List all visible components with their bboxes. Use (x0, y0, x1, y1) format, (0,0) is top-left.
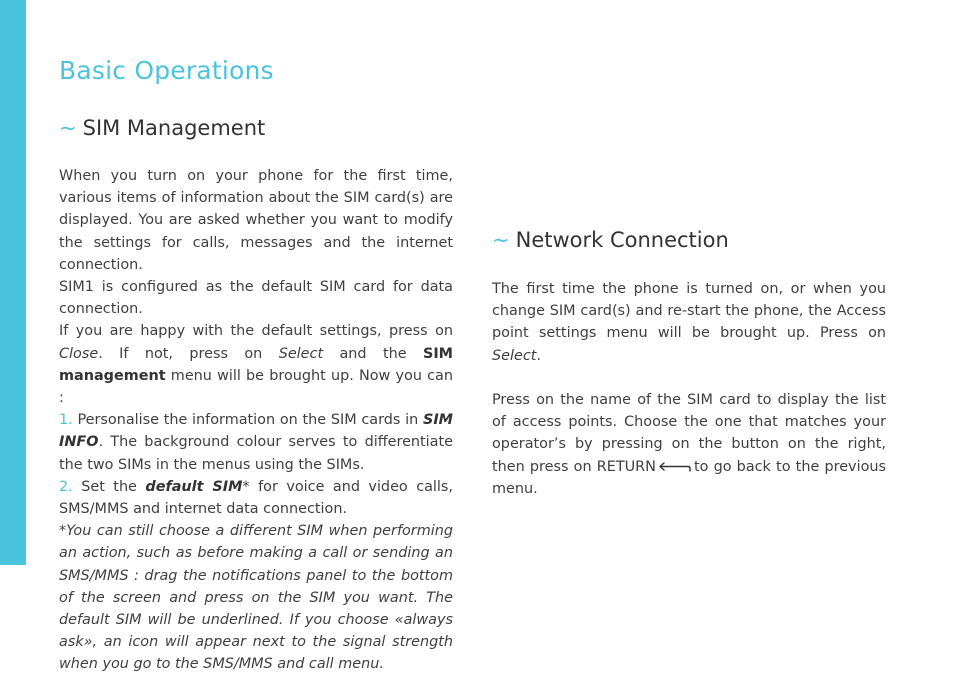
sim-management-heading (59, 116, 265, 140)
sim-default-data-paragraph: SIM1 is configured as the default SIM card for data connection. (59, 279, 453, 318)
sim-management-menu-label: SIM management (59, 345, 453, 384)
network-intro-paragraph (492, 278, 886, 367)
close-option: Close (59, 345, 99, 362)
page-title: Basic Operations (59, 56, 274, 85)
text-fragment: Personalise the information on the SIM cards in (72, 412, 423, 429)
sim-management-heading-text: SIM Management (82, 116, 266, 140)
paragraph-spacer (492, 367, 886, 389)
text-fragment: Set the (72, 478, 146, 495)
access-points-paragraph (492, 389, 886, 500)
text-fragment: . (536, 347, 541, 364)
text-fragment: The first time the phone is turned on, or when you change SIM card(s) and re-start the phone, the Access point settings menu will be brought up. Press on (492, 281, 886, 342)
list-item-number: 2. (59, 478, 73, 495)
network-connection-heading (492, 228, 729, 252)
select-option: Select (492, 347, 537, 364)
footnote: *You can still choose a different SIM when performing an action, such as before making a call or sending an SMS/MMS : drag the notifications panel to the bottom of the screen and press on the SIM you want. The default SIM will be underlined. If you choose «always ask», an icon will appear next to the signal strength when you go to the SMS/MMS and call menu. (59, 523, 453, 673)
text-fragment: . The background colour serves to differentiate the two SIMs in the menus using the SIMs. (59, 434, 453, 473)
network-connection-body (492, 278, 886, 500)
text-fragment: Press on the name of the SIM card to display the list of access points. Choose the one that matches your operator’s by pressing on the button on the right, then press on RETURN (492, 392, 886, 475)
side-accent-bar (0, 0, 26, 565)
default-sim-label: default SIM (145, 478, 243, 495)
heading-tilde: ~ (492, 228, 510, 252)
sim-management-body (59, 165, 453, 676)
list-item-number: 1. (59, 412, 73, 429)
text-fragment: to go back to the previous menu. (492, 458, 886, 497)
return-arrow-icon (658, 460, 692, 474)
list-item (59, 476, 453, 520)
sim-settings-paragraph (59, 320, 453, 409)
text-fragment: menu will be brought up. Now you can : (59, 367, 453, 407)
text-fragment: * for voice and video calls, SMS/MMS and internet data connection. (59, 478, 453, 518)
network-connection-heading-text: Network Connection (515, 228, 729, 252)
list-item (59, 409, 453, 476)
sim-info-label: SIM INFO (59, 412, 453, 451)
heading-tilde: ~ (59, 116, 77, 140)
select-option: Select (278, 345, 324, 362)
text-fragment: If you are happy with the default settings, press on (59, 323, 453, 340)
text-fragment: . If not, press on (98, 345, 279, 362)
text-fragment: and the (323, 345, 423, 362)
sim-intro-paragraph: When you turn on your phone for the first time, various items of information about the SIM card(s) are displayed. You are asked whether you want to modify the settings for calls, messages and the internet connection. (59, 168, 453, 273)
